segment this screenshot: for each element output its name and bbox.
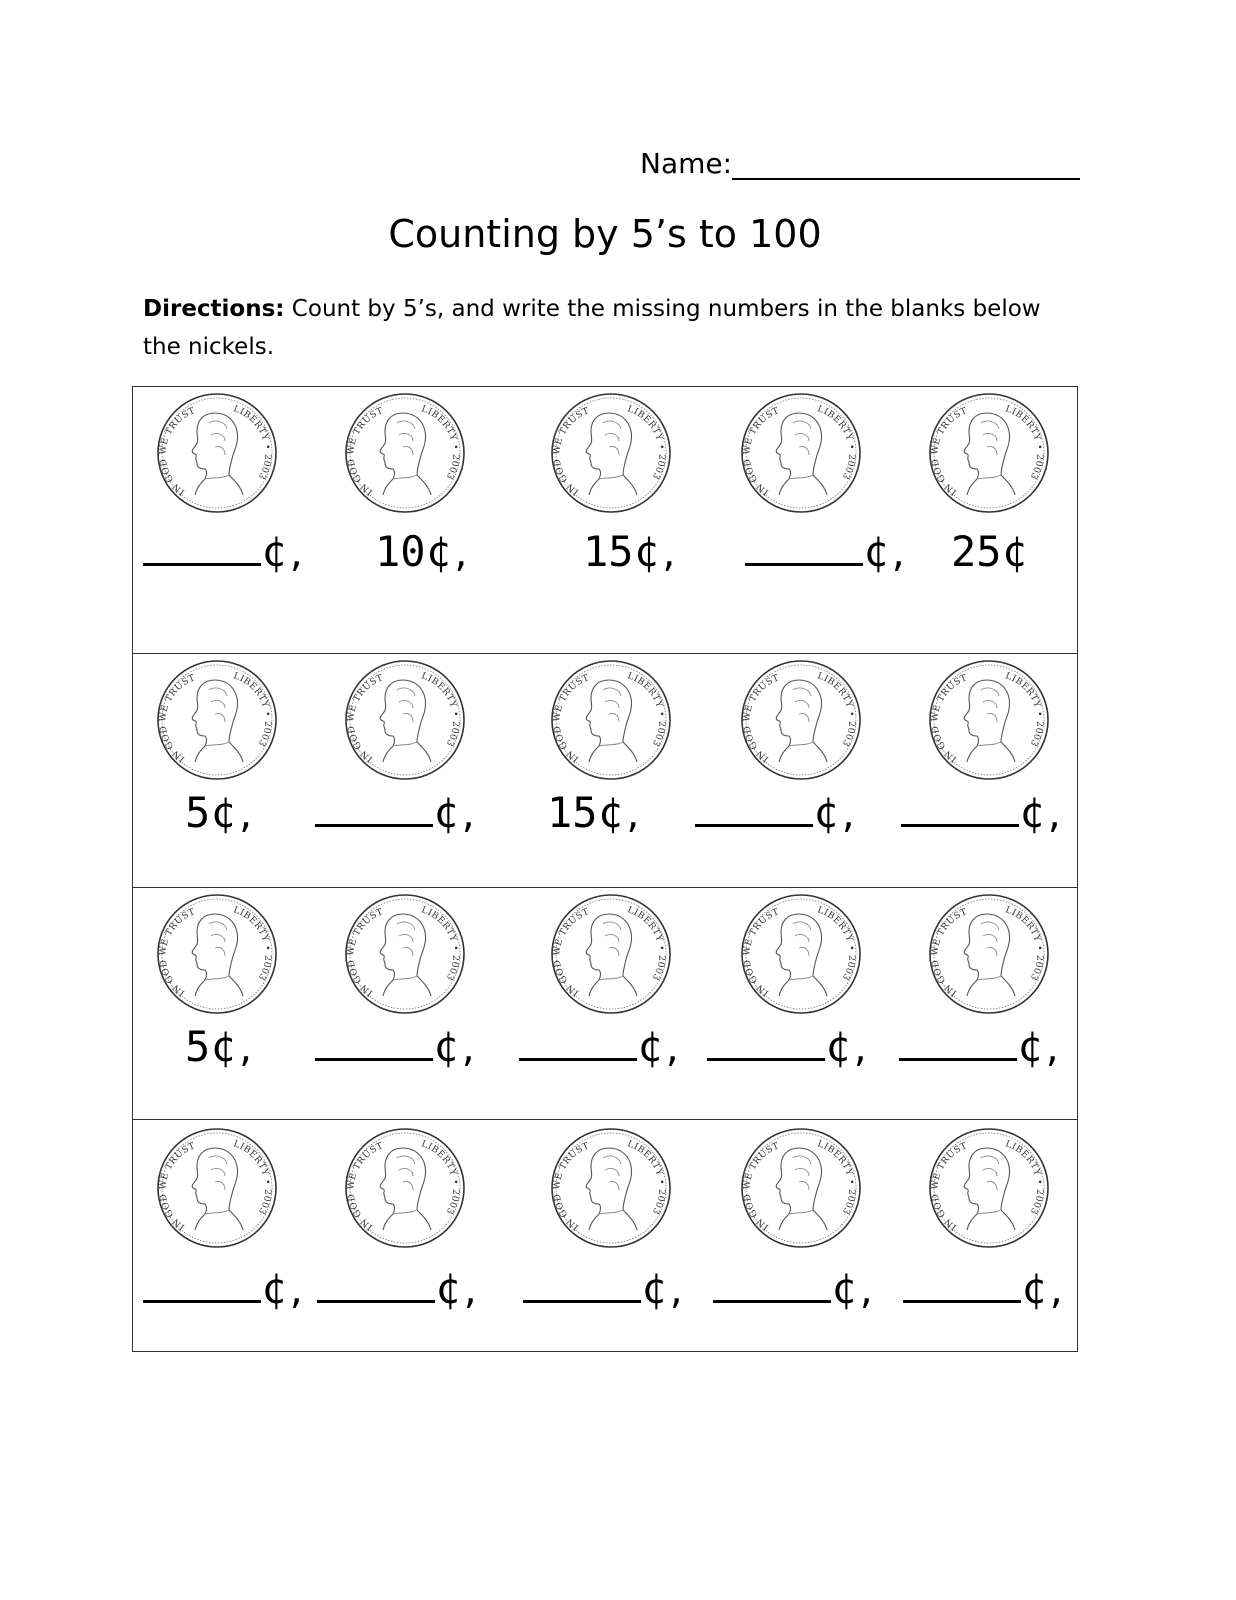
cent-symbol: ¢	[813, 788, 839, 837]
cent-value	[375, 527, 471, 576]
cent-blank[interactable]	[519, 1022, 683, 1071]
coin-motto: IN GOD WE TRUST	[158, 406, 197, 497]
coin-liberty: LIBERTY • 2003	[1003, 905, 1045, 982]
cent-symbol: ¢	[637, 1022, 663, 1071]
cent-blank[interactable]	[143, 1264, 307, 1313]
comma: ,	[856, 1272, 877, 1312]
comma: ,	[458, 1030, 479, 1070]
coin-liberty: LIBERTY • 2003	[625, 671, 667, 748]
coin-row-3	[133, 887, 1077, 1119]
nickel-coin-icon	[549, 391, 673, 515]
comma: ,	[850, 1030, 871, 1070]
cent-symbol: ¢	[433, 788, 459, 837]
cent-symbol: ¢	[261, 527, 287, 576]
cent-symbol: ¢	[863, 527, 889, 576]
answer-blank[interactable]	[707, 1022, 825, 1061]
answer-blank[interactable]	[519, 1022, 637, 1061]
cent-symbol: ¢	[597, 788, 623, 837]
coin-motto: IN GOD WE TRUST	[930, 673, 969, 764]
coin-liberty: LIBERTY • 2003	[625, 905, 667, 982]
nickel-coin-icon	[155, 658, 279, 782]
comma: ,	[888, 535, 909, 575]
cent-blank[interactable]	[899, 1022, 1063, 1071]
nickel-coin	[739, 391, 863, 515]
directions-text: Count by 5’s, and write the missing numbers in the blanks below the nickels.	[143, 296, 1041, 360]
answer-blank[interactable]	[523, 1264, 641, 1303]
cent-blank[interactable]	[315, 788, 479, 837]
cent-number: 15	[547, 788, 598, 837]
nickel-coin-icon	[155, 1126, 279, 1250]
comma: ,	[666, 1272, 687, 1312]
coin-liberty: LIBERTY • 2003	[231, 404, 273, 481]
nickel-coin	[927, 1126, 1051, 1250]
coin-row-2	[133, 653, 1077, 887]
coin-liberty: LIBERTY • 2003	[1003, 404, 1045, 481]
coin-liberty: LIBERTY • 2003	[815, 671, 857, 748]
cent-symbol: ¢	[433, 1022, 459, 1071]
cent-symbol: ¢	[1021, 1264, 1047, 1313]
coin-liberty: LIBERTY • 2003	[231, 1139, 273, 1216]
coin-liberty: LIBERTY • 2003	[419, 404, 461, 481]
coin-liberty: LIBERTY • 2003	[1003, 1139, 1045, 1216]
answer-blank[interactable]	[317, 1264, 435, 1303]
cent-symbol: ¢	[1019, 788, 1045, 837]
nickel-coin	[549, 391, 673, 515]
cent-blank[interactable]	[707, 1022, 871, 1071]
nickel-coin-icon	[343, 1126, 467, 1250]
cent-blank[interactable]	[317, 1264, 481, 1313]
answer-blank[interactable]	[903, 1264, 1021, 1303]
nickel-coin	[549, 658, 673, 782]
answer-blank[interactable]	[695, 788, 813, 827]
coin-row-1	[133, 387, 1077, 653]
name-label: Name:	[640, 147, 733, 180]
cent-symbol: ¢	[425, 527, 451, 576]
cent-symbol: ¢	[1001, 527, 1027, 576]
answer-blank[interactable]	[745, 527, 863, 566]
coin-row-4	[133, 1119, 1077, 1353]
comma: ,	[1046, 1272, 1067, 1312]
worksheet-grid	[132, 386, 1078, 1352]
cent-symbol: ¢	[261, 1264, 287, 1313]
nickel-coin	[343, 892, 467, 1016]
cent-number: 5	[185, 788, 211, 837]
comma: ,	[235, 796, 257, 836]
cent-blank[interactable]	[745, 527, 909, 576]
name-field	[640, 146, 1080, 180]
nickel-coin	[155, 1126, 279, 1250]
coin-motto: IN GOD WE TRUST	[930, 1141, 969, 1232]
directions-label: Directions:	[143, 296, 285, 322]
coin-motto: IN GOD WE TRUST	[742, 673, 781, 764]
nickel-coin-icon	[549, 1126, 673, 1250]
coin-liberty: LIBERTY • 2003	[419, 1139, 461, 1216]
nickel-coin	[739, 892, 863, 1016]
cent-number: 25	[951, 527, 1002, 576]
cent-value	[185, 1022, 256, 1071]
nickel-coin-icon	[739, 1126, 863, 1250]
nickel-coin	[739, 1126, 863, 1250]
coin-liberty: LIBERTY • 2003	[231, 905, 273, 982]
comma: ,	[235, 1030, 257, 1070]
coin-motto: IN GOD WE TRUST	[552, 907, 591, 998]
nickel-coin	[343, 658, 467, 782]
cent-blank[interactable]	[523, 1264, 687, 1313]
nickel-coin	[155, 658, 279, 782]
comma: ,	[286, 1272, 307, 1312]
coin-liberty: LIBERTY • 2003	[815, 905, 857, 982]
coin-motto: IN GOD WE TRUST	[742, 907, 781, 998]
nickel-coin	[549, 1126, 673, 1250]
nickel-coin	[549, 892, 673, 1016]
answer-blank[interactable]	[713, 1264, 831, 1303]
coin-liberty: LIBERTY • 2003	[625, 404, 667, 481]
cent-symbol: ¢	[210, 788, 236, 837]
coin-motto: IN GOD WE TRUST	[346, 1141, 385, 1232]
nickel-coin-icon	[549, 892, 673, 1016]
nickel-coin-icon	[343, 658, 467, 782]
coin-liberty: LIBERTY • 2003	[419, 671, 461, 748]
comma: ,	[460, 1272, 481, 1312]
coin-motto: IN GOD WE TRUST	[552, 673, 591, 764]
coin-motto: IN GOD WE TRUST	[158, 907, 197, 998]
coin-motto: IN GOD WE TRUST	[552, 1141, 591, 1232]
nickel-coin-icon	[739, 658, 863, 782]
cent-blank[interactable]	[143, 527, 307, 576]
coin-liberty: LIBERTY • 2003	[815, 1139, 857, 1216]
answer-blank[interactable]	[899, 1022, 1017, 1061]
coin-motto: IN GOD WE TRUST	[346, 673, 385, 764]
cent-number: 10	[375, 527, 426, 576]
comma: ,	[286, 535, 307, 575]
cent-value	[951, 527, 1027, 576]
coin-motto: IN GOD WE TRUST	[346, 406, 385, 497]
nickel-coin-icon	[739, 892, 863, 1016]
nickel-coin-icon	[739, 391, 863, 515]
comma: ,	[838, 796, 859, 836]
nickel-coin	[155, 391, 279, 515]
coin-liberty: LIBERTY • 2003	[1003, 671, 1045, 748]
coin-motto: IN GOD WE TRUST	[158, 1141, 197, 1232]
coin-motto: IN GOD WE TRUST	[930, 907, 969, 998]
directions	[143, 290, 1043, 366]
coin-liberty: LIBERTY • 2003	[815, 404, 857, 481]
nickel-coin-icon	[549, 658, 673, 782]
cent-blank[interactable]	[713, 1264, 877, 1313]
nickel-coin	[927, 658, 1051, 782]
nickel-coin	[343, 1126, 467, 1250]
cent-symbol: ¢	[641, 1264, 667, 1313]
nickel-coin-icon	[155, 892, 279, 1016]
page-title: Counting by 5’s to 100	[388, 212, 822, 256]
answer-blank[interactable]	[901, 788, 1019, 827]
answer-blank[interactable]	[143, 1264, 261, 1303]
cent-symbol: ¢	[825, 1022, 851, 1071]
cent-blank[interactable]	[315, 1022, 479, 1071]
nickel-coin-icon	[343, 892, 467, 1016]
nickel-coin-icon	[927, 892, 1051, 1016]
nickel-coin	[927, 892, 1051, 1016]
cent-value	[185, 788, 256, 837]
cent-blank[interactable]	[901, 788, 1065, 837]
cent-value	[547, 788, 643, 837]
answer-blank[interactable]	[315, 1022, 433, 1061]
nickel-coin-icon	[927, 391, 1051, 515]
cent-blank[interactable]	[695, 788, 859, 837]
nickel-coin-icon	[155, 391, 279, 515]
comma: ,	[622, 796, 644, 836]
cent-symbol: ¢	[633, 527, 659, 576]
cent-number: 5	[185, 1022, 211, 1071]
nickel-coin	[343, 391, 467, 515]
comma: ,	[658, 535, 680, 575]
coin-motto: IN GOD WE TRUST	[346, 907, 385, 998]
coin-motto: IN GOD WE TRUST	[742, 406, 781, 497]
coin-liberty: LIBERTY • 2003	[625, 1139, 667, 1216]
cent-blank[interactable]	[903, 1264, 1067, 1313]
comma: ,	[1042, 1030, 1063, 1070]
coin-liberty: LIBERTY • 2003	[419, 905, 461, 982]
nickel-coin-icon	[343, 391, 467, 515]
comma: ,	[450, 535, 472, 575]
nickel-coin	[155, 892, 279, 1016]
cent-value	[583, 527, 679, 576]
cent-symbol: ¢	[1017, 1022, 1043, 1071]
comma: ,	[662, 1030, 683, 1070]
cent-number: 15	[583, 527, 634, 576]
cent-symbol: ¢	[435, 1264, 461, 1313]
coin-motto: IN GOD WE TRUST	[552, 406, 591, 497]
answer-blank[interactable]	[315, 788, 433, 827]
nickel-coin	[739, 658, 863, 782]
coin-motto: IN GOD WE TRUST	[742, 1141, 781, 1232]
coin-motto: IN GOD WE TRUST	[158, 673, 197, 764]
nickel-coin-icon	[927, 658, 1051, 782]
cent-symbol: ¢	[210, 1022, 236, 1071]
coin-liberty: LIBERTY • 2003	[231, 671, 273, 748]
comma: ,	[1044, 796, 1065, 836]
cent-symbol: ¢	[831, 1264, 857, 1313]
name-blank[interactable]	[732, 146, 1080, 180]
nickel-coin-icon	[927, 1126, 1051, 1250]
coin-motto: IN GOD WE TRUST	[930, 406, 969, 497]
answer-blank[interactable]	[143, 527, 261, 566]
comma: ,	[458, 796, 479, 836]
nickel-coin	[927, 391, 1051, 515]
